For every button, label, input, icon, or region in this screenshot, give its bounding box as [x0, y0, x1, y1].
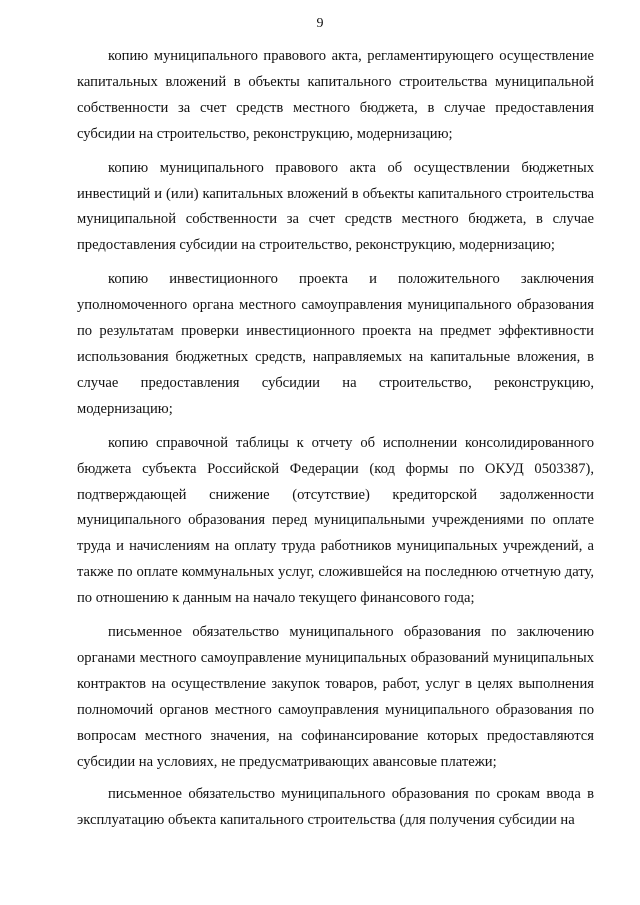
- paragraph-investment-project-copy: копию инвестиционного проекта и положительного заключения уполномоченного органа местного самоуправления муниципального образования по результатам проверки инвестиционного проекта на предмет эффективности использования бюджетных средств, направляемых на капитальные вложения, в случае предоставления субсидии на строительство, реконструкцию, модернизацию;: [77, 271, 594, 417]
- paragraph-municipal-act-capital-investments: копию муниципального правового акта, регламентирующего осуществление капитальных вложений в объекты капитального строительства муниципальной собственности за счет средств местного бюджета, в случае предоставления субсидии на строительство, реконструкцию, модернизацию;: [77, 48, 594, 142]
- page-number: 9: [316, 16, 324, 31]
- paragraph-municipal-act-budget-investments: копию муниципального правового акта об осуществлении бюджетных инвестиций и (или) капитальных вложений в объекты капитального строительства муниципальной собственности за счет средств местного бюджета, в случае предоставления субсидии на строительство, реконструкцию, модернизацию;: [77, 159, 594, 254]
- document-body: [77, 44, 594, 842]
- paragraph-written-obligation-commissioning: письменное обязательство муниципального образования по срокам ввода в эксплуатацию объекта капитального строительства (для получения субсидии на: [77, 786, 594, 829]
- paragraph-written-obligation-contracts: письменное обязательство муниципального образования по заключению органами местного самоуправление муниципальных образований муниципальных контрактов на осуществление закупок товаров, работ, услуг в целях выполнения полномочий органов местного самоуправления муниципального образования по вопросам местного значения, на софинансирование которых предоставляются субсидии на условиях, не предусматривающих авансовые платежи;: [77, 624, 594, 770]
- paragraph-reference-table-copy: копию справочной таблицы к отчету об исполнении консолидированного бюджета субъекта Российской Федерации (код формы по ОКУД 0503387), подтверждающей снижение (отсутствие) кредиторской задолженности муниципального образования перед муниципальными учреждениями по оплате труда и начислениям на оплату труда работников муниципальных учреждений, а также по оплате коммунальных услуг, сложившейся на последнюю отчетную дату, по отношению к данным на начало текущего финансового года;: [77, 434, 594, 607]
